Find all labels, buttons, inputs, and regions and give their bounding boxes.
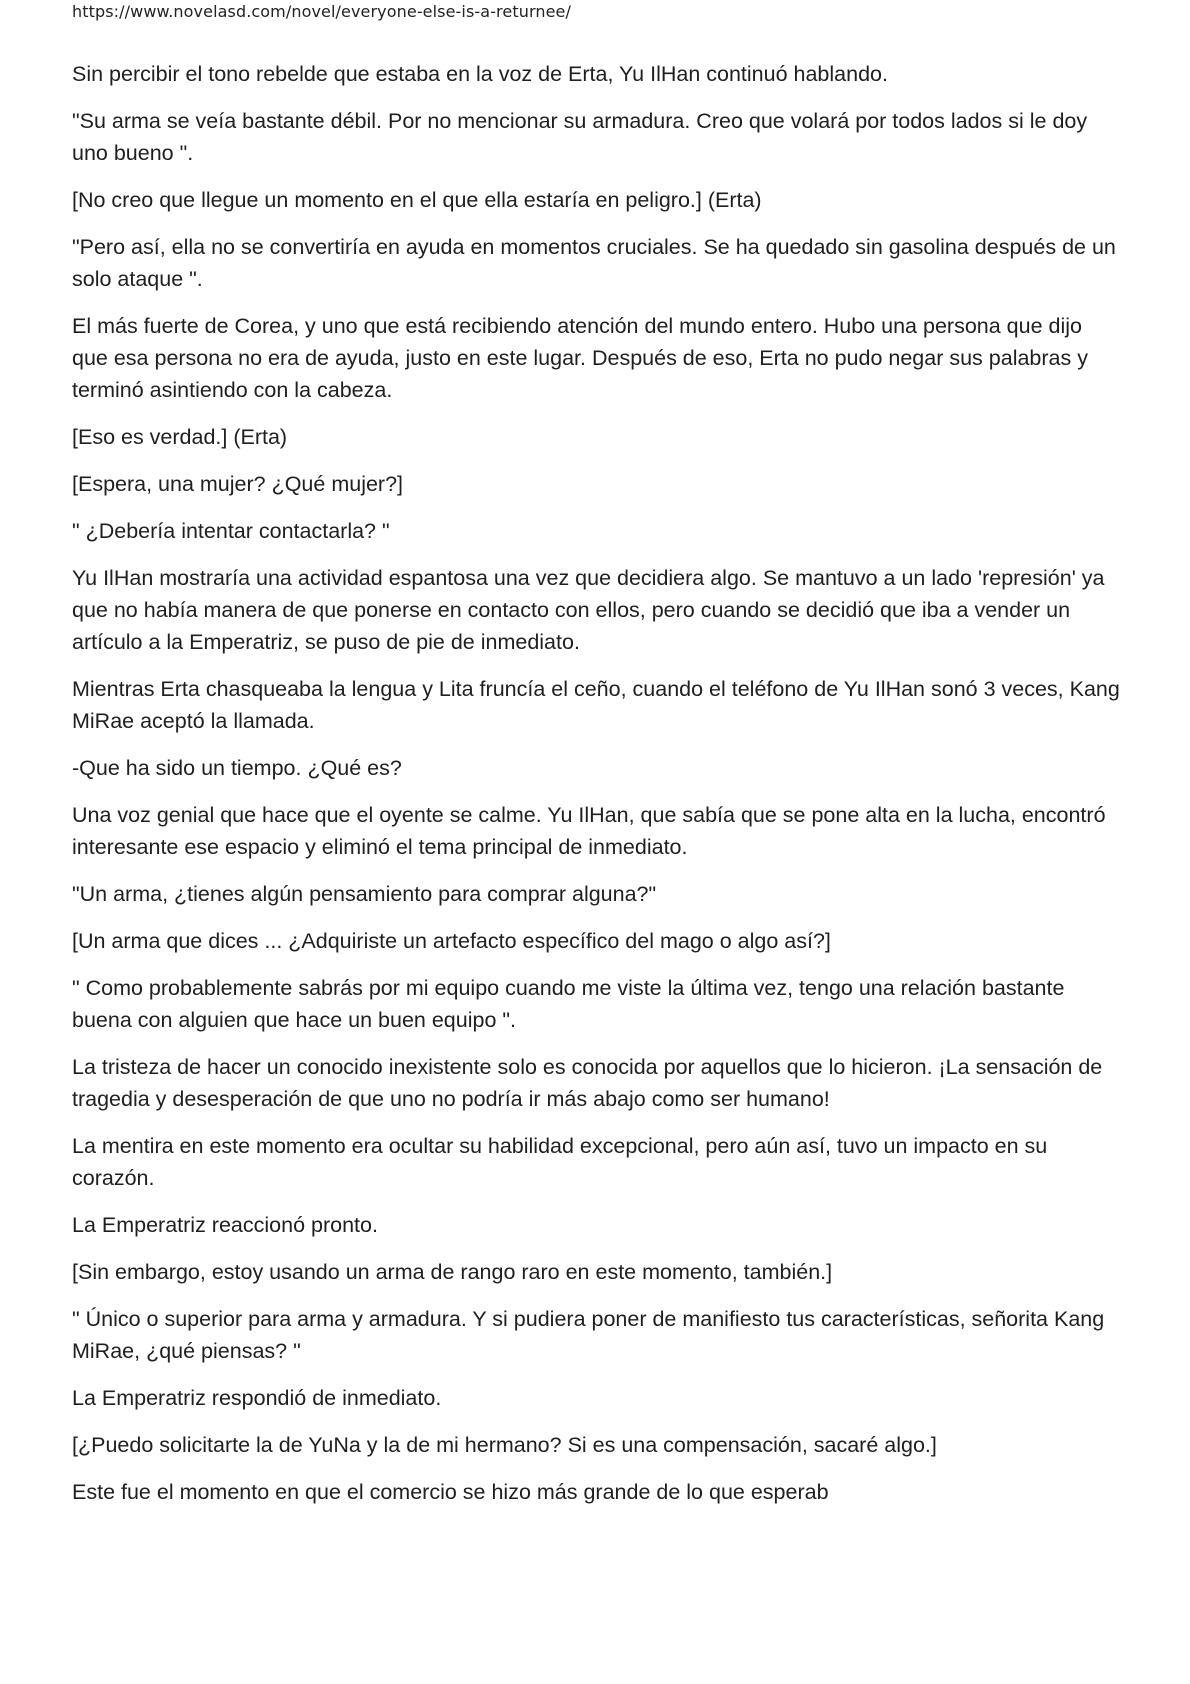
paragraph: [Un arma que dices ... ¿Adquiriste un artefacto específico del mago o algo así?] xyxy=(72,929,831,953)
page-url-header: https://www.novelasd.com/novel/everyone-else-is-a-returnee/ xyxy=(72,2,571,21)
paragraph: " Como probablemente sabrás por mi equipo cuando me viste la última vez, tengo una relación bastante buena con alguien que hace un buen equipo ". xyxy=(72,976,1065,1032)
paragraph: Sin percibir el tono rebelde que estaba en la voz de Erta, Yu IlHan continuó hablando. xyxy=(72,62,888,86)
paragraph: "Un arma, ¿tienes algún pensamiento para comprar alguna?" xyxy=(72,882,657,906)
paragraph: "Pero así, ella no se convertiría en ayuda en momentos cruciales. Se ha quedado sin gasolina después de un solo ataque ". xyxy=(72,235,1116,291)
paragraph: " ¿Debería intentar contactarla? " xyxy=(72,519,390,543)
paragraph: "Su arma se veía bastante débil. Por no mencionar su armadura. Creo que volará por todos lados si le doy uno bueno ". xyxy=(72,109,1088,165)
chapter-text xyxy=(72,58,1120,1523)
paragraph: [Sin embargo, estoy usando un arma de rango raro en este momento, también.] xyxy=(72,1260,833,1284)
paragraph: [No creo que llegue un momento en el que ella estaría en peligro.] (Erta) xyxy=(72,188,762,212)
paragraph: La Emperatriz reaccionó pronto. xyxy=(72,1213,378,1237)
paragraph: [Espera, una mujer? ¿Qué mujer?] xyxy=(72,472,404,496)
paragraph: La mentira en este momento era ocultar su habilidad excepcional, pero aún así, tuvo un impacto en su corazón. xyxy=(72,1134,1048,1190)
paragraph: Yu IlHan mostraría una actividad espantosa una vez que decidiera algo. Se mantuvo a un lado 'represión' ya que no había manera de que ponerse en contacto con ellos, pero cuando se decidió que iba a vender un artículo a la Emperatriz, se puso de pie de inmediato. xyxy=(72,566,1105,654)
paragraph: Este fue el momento en que el comercio se hizo más grande de lo que esperab xyxy=(72,1480,829,1504)
paragraph: [Eso es verdad.] (Erta) xyxy=(72,425,288,449)
paragraph: [¿Puedo solicitarte la de YuNa y la de mi hermano? Si es una compensación, sacaré algo.] xyxy=(72,1433,937,1457)
paragraph: La Emperatriz respondió de inmediato. xyxy=(72,1386,442,1410)
paragraph: La tristeza de hacer un conocido inexistente solo es conocida por aquellos que lo hicieron. ¡La sensación de tragedia y desesperación de que uno no podría ir más abajo como ser humano! xyxy=(72,1055,1103,1111)
paragraph: -Que ha sido un tiempo. ¿Qué es? xyxy=(72,756,402,780)
paragraph: Una voz genial que hace que el oyente se calme. Yu IlHan, que sabía que se pone alta en la lucha, encontró interesante ese espacio y eliminó el tema principal de inmediato. xyxy=(72,803,1106,859)
paragraph: El más fuerte de Corea, y uno que está recibiendo atención del mundo entero. Hubo una persona que dijo que esa persona no era de ayuda, justo en este lugar. Después de eso, Erta no pudo negar sus palabras y terminó asintiendo con la cabeza. xyxy=(72,314,1088,402)
paragraph: Mientras Erta chasqueaba la lengua y Lita fruncía el ceño, cuando el teléfono de Yu IlHan sonó 3 veces, Kang MiRae aceptó la llamada. xyxy=(72,677,1120,733)
paragraph: " Único o superior para arma y armadura. Y si pudiera poner de manifiesto tus características, señorita Kang MiRae, ¿qué piensas? " xyxy=(72,1307,1105,1363)
